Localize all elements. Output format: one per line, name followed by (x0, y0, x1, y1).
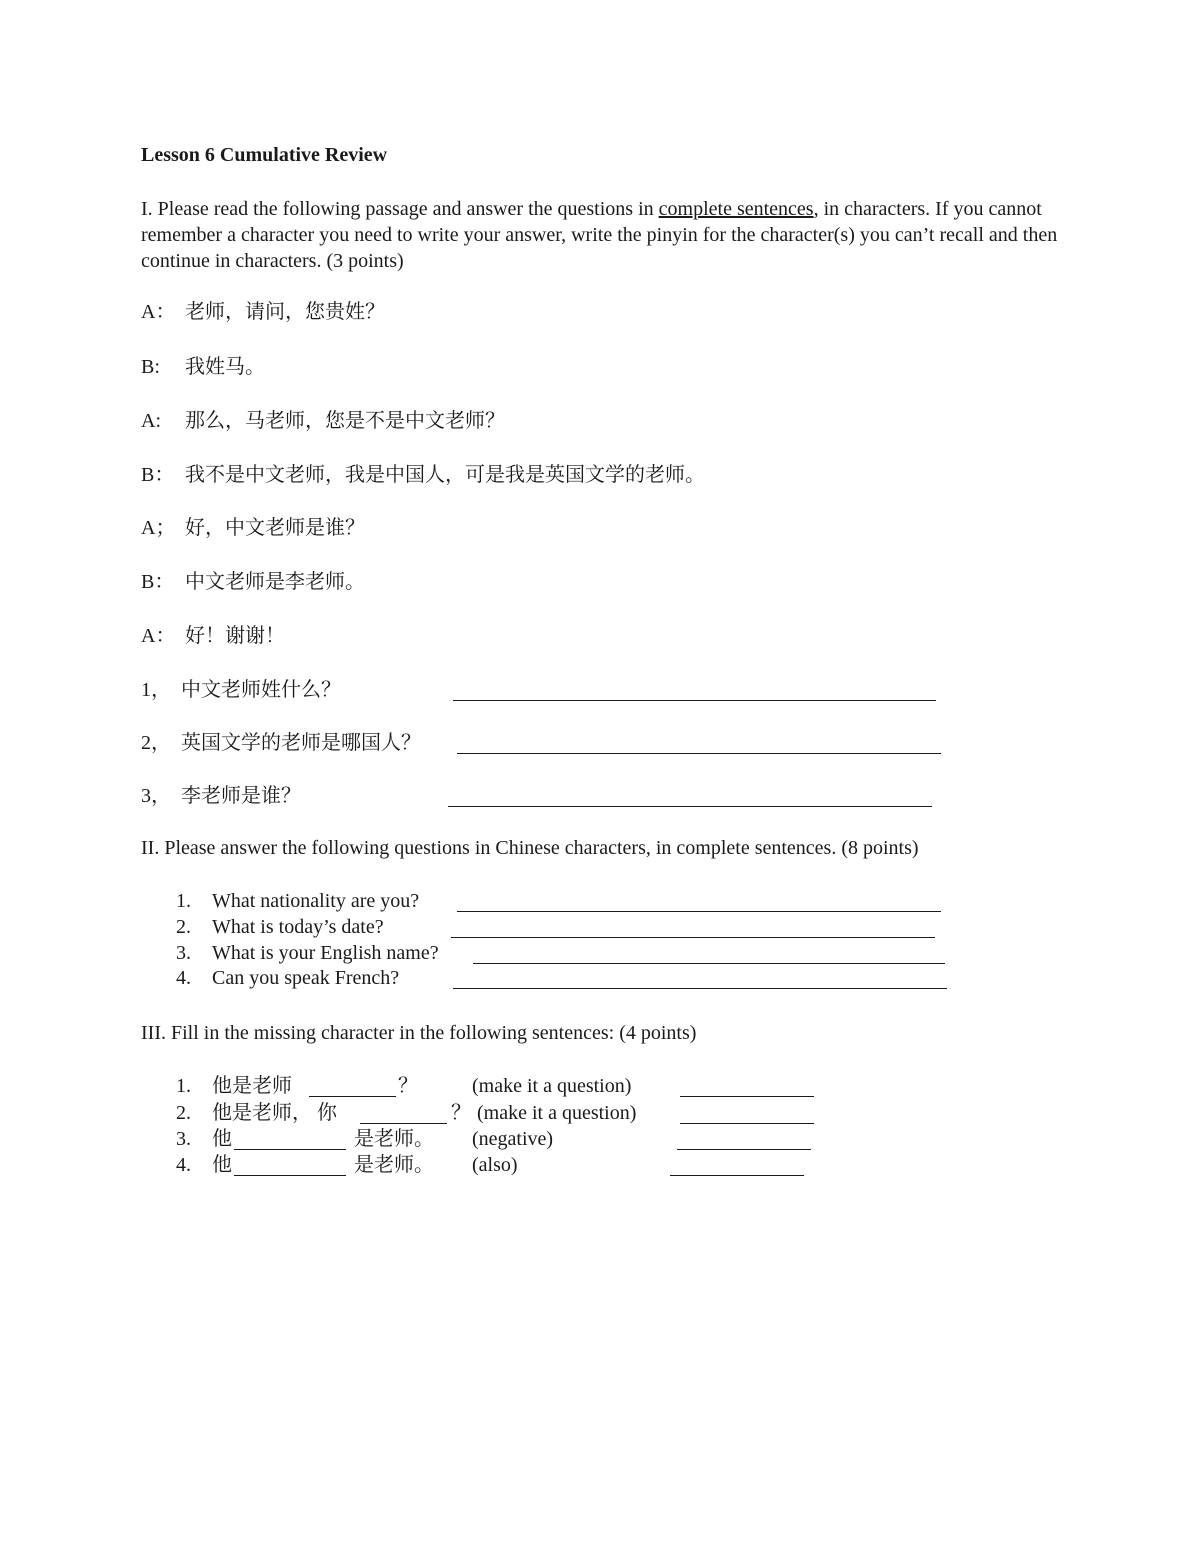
question-number: 2， (141, 732, 171, 754)
hint-text: (make it a question) (472, 1075, 632, 1097)
question-text: 是老师。 (354, 1154, 434, 1176)
question-number: 4. (176, 1154, 191, 1176)
section1-instructions-text: I. Please read the following passage and answer the questions in (141, 198, 659, 220)
answer-line[interactable] (680, 1096, 814, 1097)
answer-line[interactable] (457, 911, 941, 912)
dialogue-text: 中文老师是李老师。 (185, 571, 365, 593)
question-item (141, 678, 341, 702)
answer-line[interactable] (453, 700, 936, 701)
section2-instructions: II. Please answer the following questions in Chinese characters, in complete sentences. (8 points) (141, 837, 919, 859)
question-text: 他是老师， 你 (212, 1102, 337, 1124)
fill-blank[interactable] (234, 1149, 346, 1150)
dialogue-text: 我不是中文老师，我是中国人，可是我是英国文学的老师。 (185, 464, 705, 486)
dialogue-text: 我姓马。 (185, 356, 265, 378)
dialogue-line (141, 409, 505, 433)
question-number: 3. (176, 942, 191, 964)
dialogue-line (141, 570, 365, 594)
answer-line[interactable] (473, 963, 945, 964)
question-text: ？ (451, 1102, 471, 1124)
dialogue-line (141, 516, 365, 540)
hint-text: (also) (472, 1154, 518, 1176)
section3-instructions: III. Fill in the missing character in the following sentences: (4 points) (141, 1022, 697, 1044)
answer-line[interactable] (453, 988, 947, 989)
fill-blank[interactable] (360, 1123, 447, 1124)
question-number: 2. (176, 1102, 191, 1124)
fill-blank[interactable] (234, 1175, 346, 1176)
question-text: 他 (212, 1128, 232, 1150)
dialogue-speaker: A： (141, 625, 176, 647)
dialogue-text: 那么，马老师，您是不是中文老师？ (185, 410, 505, 432)
dialogue-speaker: A： (141, 301, 176, 323)
dialogue-text: 好，中文老师是谁？ (185, 517, 365, 539)
question-text: What is your English name? (212, 942, 439, 964)
dialogue-speaker: B: (141, 356, 160, 378)
question-number: 1. (176, 1075, 191, 1097)
question-number: 1， (141, 679, 171, 701)
question-number: 1. (176, 890, 191, 912)
question-number: 4. (176, 967, 191, 989)
dialogue-line (141, 355, 265, 379)
section1-instructions-text-end: , in characters. If you cannot remember a character you need to write your answer, write the pinyin for the character(s) you can’t recall and then continue in characters. (3 points) (141, 198, 1058, 272)
question-number: 3， (141, 785, 171, 807)
answer-line[interactable] (680, 1123, 814, 1124)
dialogue-text: 老师，请问，您贵姓？ (185, 301, 385, 323)
section1-instructions (141, 196, 1071, 274)
fill-blank[interactable] (309, 1096, 396, 1097)
dialogue-speaker: A: (141, 410, 161, 432)
answer-line[interactable] (457, 753, 941, 754)
question-text: ？ (398, 1075, 418, 1097)
question-text: 英国文学的老师是哪国人？ (181, 732, 421, 754)
hint-text: (make it a question) (477, 1102, 637, 1124)
hint-text: (negative) (472, 1128, 554, 1150)
question-text: 李老师是谁？ (181, 785, 301, 807)
answer-line[interactable] (677, 1149, 811, 1150)
question-text: Can you speak French? (212, 967, 400, 989)
answer-line[interactable] (448, 806, 932, 807)
dialogue-speaker: B： (141, 571, 175, 593)
dialogue-line (141, 300, 385, 324)
question-text: What nationality are you? (212, 890, 420, 912)
answer-line[interactable] (670, 1175, 804, 1176)
question-text: 他 (212, 1154, 232, 1176)
dialogue-line (141, 624, 285, 648)
section1-instructions-underlined: complete sentences (658, 198, 814, 220)
question-number: 2. (176, 916, 191, 938)
answer-line[interactable] (451, 937, 935, 938)
dialogue-speaker: A； (141, 517, 176, 539)
question-text: 中文老师姓什么？ (181, 679, 341, 701)
question-text: 是老师。 (354, 1128, 434, 1150)
question-item (141, 731, 421, 755)
dialogue-text: 好！谢谢！ (185, 625, 285, 647)
dialogue-speaker: B： (141, 464, 175, 486)
question-text: 他是老师 (212, 1075, 292, 1097)
question-text: What is today’s date? (212, 916, 384, 938)
question-number: 3. (176, 1128, 191, 1150)
dialogue-line (141, 463, 705, 487)
page-title: Lesson 6 Cumulative Review (141, 144, 388, 166)
question-item (141, 784, 301, 808)
